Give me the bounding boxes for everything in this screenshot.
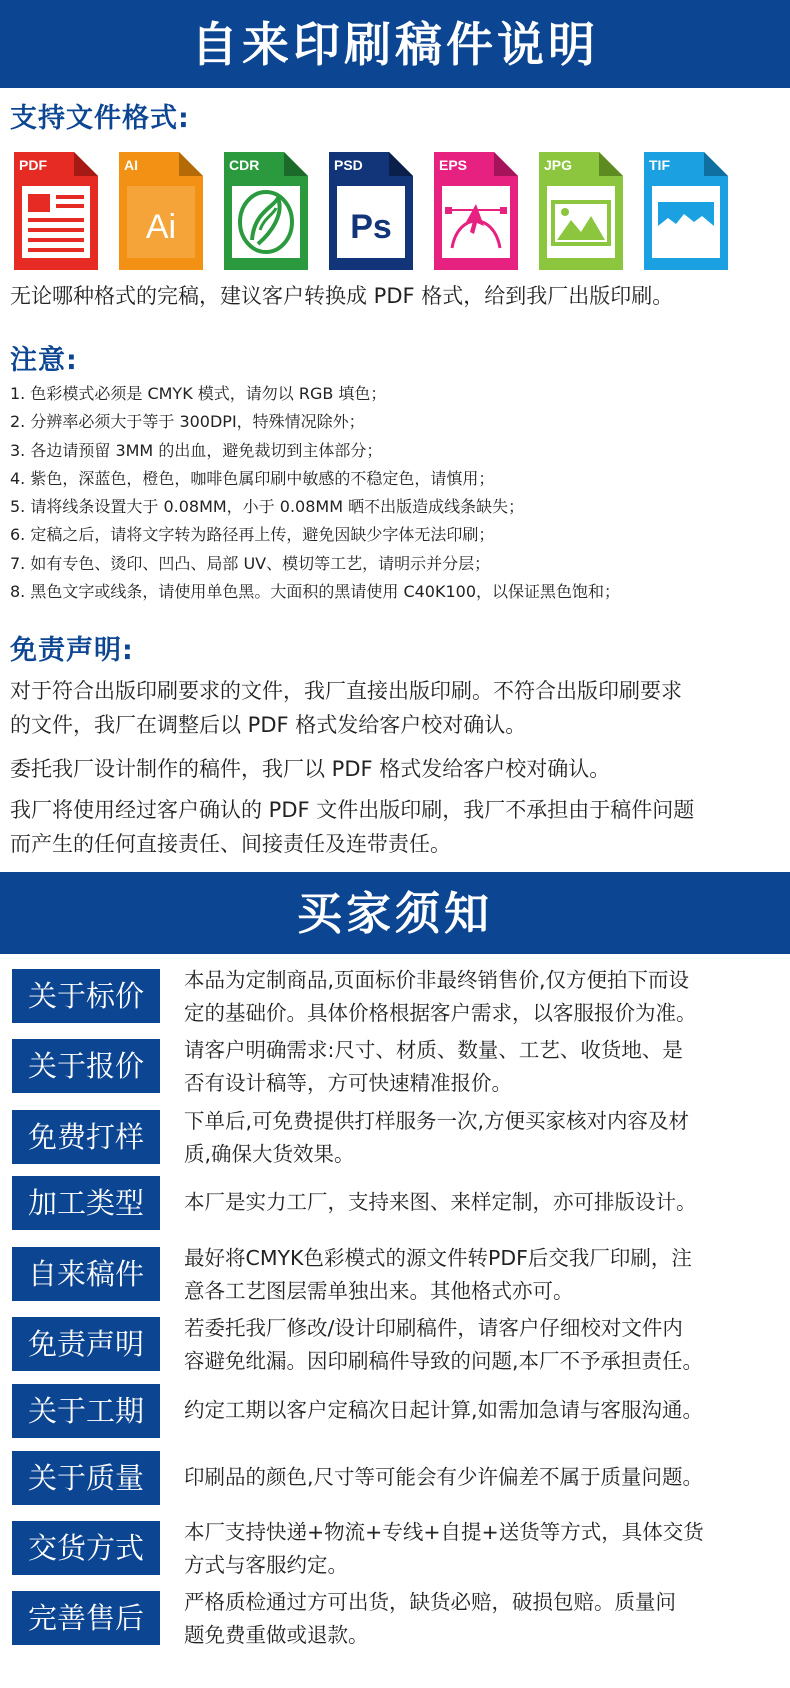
desc-line: 严格质检通过方可出货，缺货必赔，破损包赔。质量问	[184, 1590, 676, 1614]
desc-line: 定的基础价。具体价格根据客户需求，以客服报价为准。	[184, 1001, 697, 1025]
format-icons	[14, 152, 784, 272]
buyer-item-desc	[184, 1312, 774, 1378]
buyer-item-desc	[184, 1461, 774, 1494]
desc-line: 方式与客服约定。	[184, 1553, 348, 1577]
notice-item: 3. 各边请预留 3MM 的出血，避免裁切到主体部分；	[10, 440, 383, 460]
jpg-icon	[539, 152, 623, 270]
disclaimer-p3-line1: 我厂将使用经过客户确认的 PDF 文件出版印刷，我厂不承担由于稿件问题	[10, 798, 695, 822]
buyer-title: 买家须知	[0, 872, 790, 954]
desc-line: 约定工期以客户定稿次日起计算,如需加急请与客服沟通。	[184, 1398, 704, 1422]
buyer-item-tag: 免责声明	[12, 1317, 160, 1371]
desc-line: 题免费重做或退款。	[184, 1623, 369, 1647]
eps-label: EPS	[439, 157, 468, 173]
buyer-item-tag: 加工类型	[12, 1176, 160, 1230]
notice-list	[10, 380, 785, 606]
disclaimer-p3	[10, 793, 785, 861]
desc-line: 否有设计稿等，方可快速精准报价。	[184, 1071, 512, 1095]
cdr-label: CDR	[229, 157, 260, 173]
cdr-icon	[224, 152, 308, 270]
pdf-icon	[14, 152, 98, 270]
notice-item: 8. 黑色文字或线条，请使用单色黑。大面积的黑请使用 C40K100，以保证黑色饱和；	[10, 582, 621, 602]
buyer-item-desc	[184, 1034, 774, 1100]
ai-glyph: Ai	[145, 208, 177, 246]
page-title: 自来印刷稿件说明	[0, 0, 790, 88]
desc-line: 本厂支持快递+物流+专线+自提+送货等方式，具体交货	[184, 1520, 704, 1544]
disclaimer-heading: 免责声明:	[10, 635, 134, 666]
buyer-item-tag: 免费打样	[12, 1110, 160, 1164]
buyer-item-tag: 关于工期	[12, 1384, 160, 1438]
formats-note: 无论哪种格式的完稿，建议客户转换成 PDF 格式，给到我厂出版印刷。	[10, 284, 674, 308]
psd-icon	[329, 152, 413, 270]
desc-line: 意各工艺图层需单独出来。其他格式亦可。	[184, 1279, 574, 1303]
buyer-item-desc	[184, 1105, 774, 1171]
notice-item: 5. 请将线条设置大于 0.08MM，小于 0.08MM 晒不出版造成线条缺失；	[10, 497, 525, 517]
psd-label: PSD	[334, 157, 363, 173]
desc-line: 质,确保大货效果。	[184, 1142, 355, 1166]
jpg-label: JPG	[544, 157, 573, 173]
ai-label: AI	[124, 157, 138, 173]
buyer-item-tag: 自来稿件	[12, 1247, 160, 1301]
desc-line: 本品为定制商品,页面标价非最终销售价,仅方便拍下而设	[184, 968, 690, 992]
eps-icon	[434, 152, 518, 270]
buyer-item-tag: 完善售后	[12, 1591, 160, 1645]
desc-line: 印刷品的颜色,尺寸等可能会有少许偏差不属于质量问题。	[184, 1465, 704, 1489]
disclaimer-p2: 委托我厂设计制作的稿件，我厂以 PDF 格式发给客户校对确认。	[10, 757, 611, 781]
buyer-item-desc	[184, 1186, 774, 1219]
tif-icon	[644, 152, 728, 270]
desc-line: 请客户明确需求:尺寸、材质、数量、工艺、收货地、是	[184, 1038, 683, 1062]
notice-item: 1. 色彩模式必须是 CMYK 模式，请勿以 RGB 填色；	[10, 384, 387, 403]
disclaimer-p3-line2: 而产生的任何直接责任、间接责任及连带责任。	[10, 832, 451, 856]
desc-line: 最好将CMYK色彩模式的源文件转PDF后交我厂印刷，注	[184, 1246, 692, 1270]
disclaimer-p1-line2: 的文件，我厂在调整后以 PDF 格式发给客户校对确认。	[10, 713, 527, 737]
ps-glyph: Ps	[350, 208, 392, 246]
notice-item: 4. 紫色，深蓝色，橙色，咖啡色属印刷中敏感的不稳定色，请慎用；	[10, 468, 495, 488]
notice-item: 2. 分辨率必须大于等于 300DPI，特殊情况除外；	[10, 412, 365, 432]
desc-line: 下单后,可免费提供打样服务一次,方便买家核对内容及材	[184, 1109, 690, 1133]
desc-line: 若委托我厂修改/设计印刷稿件，请客户仔细校对文件内	[184, 1316, 683, 1340]
notice-item: 6. 定稿之后，请将文字转为路径再上传，避免因缺少字体无法印刷；	[10, 525, 495, 545]
buyer-item-desc	[184, 1242, 774, 1308]
desc-line: 本厂是实力工厂，支持来图、来样定制，亦可排版设计。	[184, 1190, 697, 1214]
buyer-item-desc	[184, 964, 774, 1030]
formats-heading: 支持文件格式:	[10, 103, 190, 134]
disclaimer-p1	[10, 674, 785, 742]
tif-label: TIF	[649, 157, 670, 173]
buyer-item-tag: 关于质量	[12, 1451, 160, 1505]
notice-item: 7. 如有专色、烫印、凹凸、局部 UV、模切等工艺，请明示并分层；	[10, 553, 491, 573]
buyer-item-desc	[184, 1516, 774, 1582]
pdf-label: PDF	[19, 157, 47, 173]
buyer-item-tag: 关于标价	[12, 969, 160, 1023]
disclaimer-p1-line1: 对于符合出版印刷要求的文件，我厂直接出版印刷。不符合出版印刷要求	[10, 679, 682, 703]
ai-icon	[119, 152, 203, 270]
buyer-item-desc	[184, 1394, 774, 1427]
desc-line: 容避免纰漏。因印刷稿件导致的问题,本厂不予承担责任。	[184, 1349, 704, 1373]
buyer-item-tag: 交货方式	[12, 1521, 160, 1575]
buyer-item-desc	[184, 1586, 774, 1652]
notice-heading: 注意:	[10, 345, 78, 376]
buyer-item-tag: 关于报价	[12, 1039, 160, 1093]
